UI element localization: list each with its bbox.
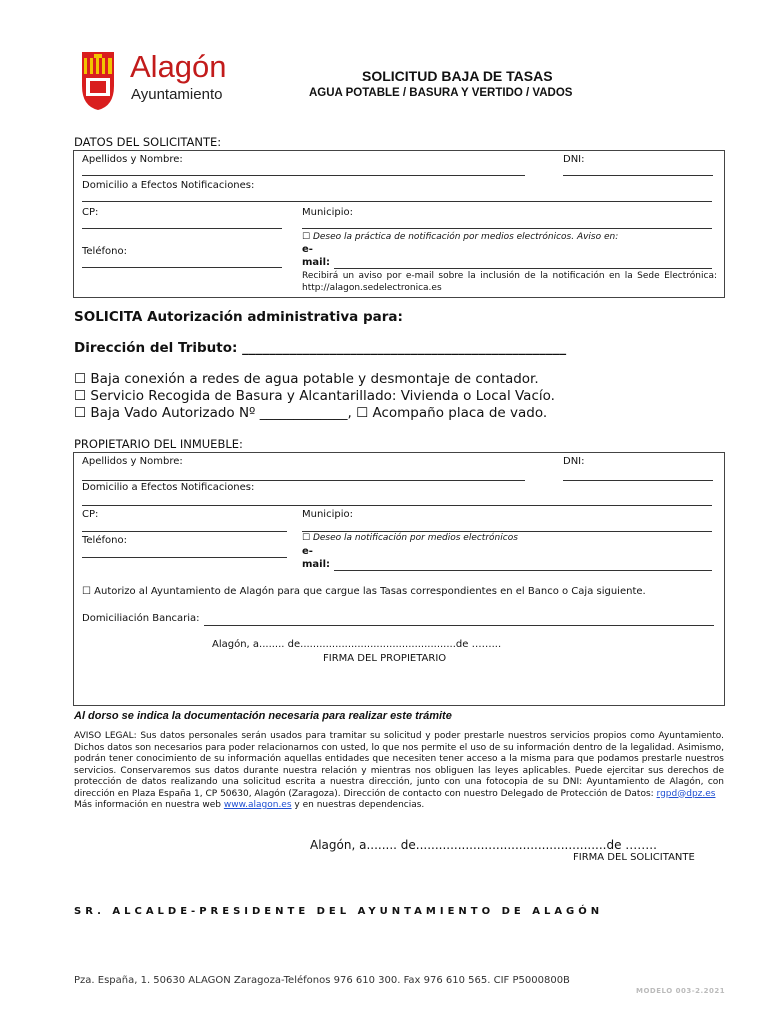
solicita-heading: SOLICITA Autorización administrativa para: [74, 309, 403, 325]
propietario-municipio-field[interactable] [302, 531, 712, 532]
propietario-domicilio-field[interactable] [82, 505, 712, 506]
solicitante-box [73, 150, 725, 298]
propietario-cp-field[interactable] [82, 531, 287, 532]
logo-name: Alagón [130, 49, 227, 84]
solicitante-municipio-label: Municipio: [302, 207, 353, 218]
propietario-nombre-field[interactable] [82, 480, 525, 481]
propietario-municipio-label: Municipio: [302, 509, 353, 520]
checkbox-agua[interactable]: ☐ [74, 371, 87, 387]
solicitante-email-field[interactable] [334, 268, 712, 269]
mas-info-text-a: Más información en nuestra web [74, 800, 224, 810]
propietario-email-field[interactable] [334, 570, 712, 571]
propietario-telefono-field[interactable] [82, 557, 287, 558]
checkbox-basura[interactable]: ☐ [74, 388, 87, 404]
domiciliacion-field[interactable] [204, 625, 714, 626]
propietario-firma-label: FIRMA DEL PROPIETARIO [323, 653, 447, 664]
solicitante-telefono-field[interactable] [82, 267, 282, 268]
solicitante-nombre-label: Apellidos y Nombre: [82, 154, 183, 165]
solicitante-cp-label: CP: [82, 207, 99, 218]
autorizo-label: Autorizo al Ayuntamiento de Alagón para que cargue las Tasas correspondientes en el Banco o Caja siguiente. [94, 586, 646, 597]
solicitante-dni-label: DNI: [563, 154, 585, 165]
option-placa-label: Acompaño placa de vado. [372, 405, 548, 421]
dpd-email-link[interactable]: rgpd@dpz.es [656, 788, 716, 799]
page-title: SOLICITUD BAJA DE TASAS [362, 68, 553, 84]
option-basura-label: Servicio Recogida de Basura y Alcantarillado: Vivienda o Local Vacío. [90, 388, 555, 404]
solicitante-municipio-field[interactable] [302, 228, 712, 229]
direccion-tributo: Dirección del Tributo: ________________________________________________ [74, 340, 567, 356]
alcalde-addressee: SR. ALCALDE-PRESIDENTE DEL AYUNTAMIENTO DE ALAGÓN [74, 906, 604, 917]
propietario-nombre-label: Apellidos y Nombre: [82, 456, 183, 467]
autorizo-block [82, 585, 715, 599]
checkbox-placa[interactable]: ☐ [356, 405, 369, 421]
propietario-email-a: e- [302, 546, 313, 557]
mas-info-text-b: y en nuestras dependencias. [291, 800, 425, 810]
solicitante-email-b: mail: [302, 257, 331, 268]
checkbox-autorizo[interactable]: ☐ [82, 586, 91, 597]
propietario-telefono-label: Teléfono: [82, 535, 127, 546]
propietario-dni-label: DNI: [563, 456, 585, 467]
solicitante-dni-field[interactable] [563, 175, 713, 176]
web-link[interactable]: www.alagon.es [223, 800, 292, 810]
section-propietario-title: PROPIETARIO DEL INMUEBLE: [74, 437, 243, 451]
solicitante-domicilio-field[interactable] [82, 201, 712, 202]
domiciliacion-label: Domiciliación Bancaria: [82, 613, 200, 624]
dorso-note: Al dorso se indica la documentación necesaria para realizar este trámite [74, 710, 452, 722]
propietario-deseo-row [302, 533, 518, 543]
option-basura [74, 388, 555, 405]
solicitante-domicilio-label: Domicilio a Efectos Notificaciones: [82, 180, 255, 191]
coat-of-arms-icon [76, 50, 120, 112]
solicita-options [74, 371, 555, 422]
logo-subtitle: Ayuntamiento [131, 86, 223, 103]
footer-modelo: MODELO 003-2.2021 [636, 987, 726, 995]
propietario-email-b: mail: [302, 559, 331, 570]
checkbox-notificacion-propietario[interactable]: ☐ [302, 533, 311, 543]
solicitante-deseo-label: Deseo la práctica de notificación por medios electrónicos. Aviso en: [312, 232, 619, 242]
logo [76, 50, 251, 112]
firma-solicitante-label: FIRMA DEL SOLICITANTE [573, 852, 695, 863]
propietario-box [73, 452, 725, 706]
option-vado [74, 405, 555, 422]
option-agua-label: Baja conexión a redes de agua potable y desmontaje de contador. [90, 371, 539, 387]
solicitante-aviso: Recibirá un aviso por e-mail sobre la inclusión de la notificación en la Sede Electrónica: http://alagon.sedelectronica.es [302, 271, 717, 293]
option-vado-label: Baja Vado Autorizado Nº _____________, [90, 405, 352, 421]
option-agua [74, 371, 555, 388]
solicitante-cp-field[interactable] [82, 228, 282, 229]
checkbox-notificacion-solicitante[interactable]: ☐ [302, 232, 311, 242]
propietario-deseo-label: Deseo la notificación por medios electrónicos [312, 533, 518, 543]
propietario-domicilio-label: Domicilio a Efectos Notificaciones: [82, 482, 255, 493]
footer-address: Pza. España, 1. 50630 ALAGON Zaragoza-Teléfonos 976 610 300. Fax 976 610 565. CIF P5000800B [74, 975, 570, 986]
solicitante-telefono-label: Teléfono: [82, 246, 127, 257]
checkbox-vado[interactable]: ☐ [74, 405, 87, 421]
propietario-cp-label: CP: [82, 509, 99, 520]
page-subtitle: AGUA POTABLE / BASURA Y VERTIDO / VADOS [309, 87, 573, 99]
solicitante-deseo-row [302, 232, 618, 242]
solicitante-fecha: Alagón, a........ de..................................................de …….. [310, 838, 657, 852]
section-solicitante-title: DATOS DEL SOLICITANTE: [74, 135, 222, 149]
solicitante-nombre-field[interactable] [82, 175, 525, 176]
propietario-fecha: Alagón, a........ de.................................................de ……... [212, 639, 502, 650]
propietario-dni-field[interactable] [563, 480, 713, 481]
aviso-legal-text: AVISO LEGAL: Sus datos personales serán usados para tramitar su solicitud y poder prestarle nuestros servicios propios como Ayuntamiento. Dichos datos son necesarios para poder relacionarnos con usted, lo que nos permite el uso de su información dentro de la legalidad. Asimismo, podrán tener conocimiento de su información aquellas entidades que necesiten tener acceso a la misma para que podamos prestarle nuestros servicios. Conservaremos sus datos durante nuestra relación y mientras nos obliguen las leyes aplicables. Puede ejercitar sus derechos de protección de datos realizando una solicitud escrita a nuestra dirección, junto con una fotocopia de su DNI: Ayuntamiento de Alagón, con dirección en Plaza España 1, CP 50630, Alagón (Zaragoza). Dirección de contacto con nuestro Delegado de Protección de Datos: [74, 731, 724, 799]
solicitante-email-a: e- [302, 244, 313, 255]
aviso-legal [74, 731, 724, 812]
